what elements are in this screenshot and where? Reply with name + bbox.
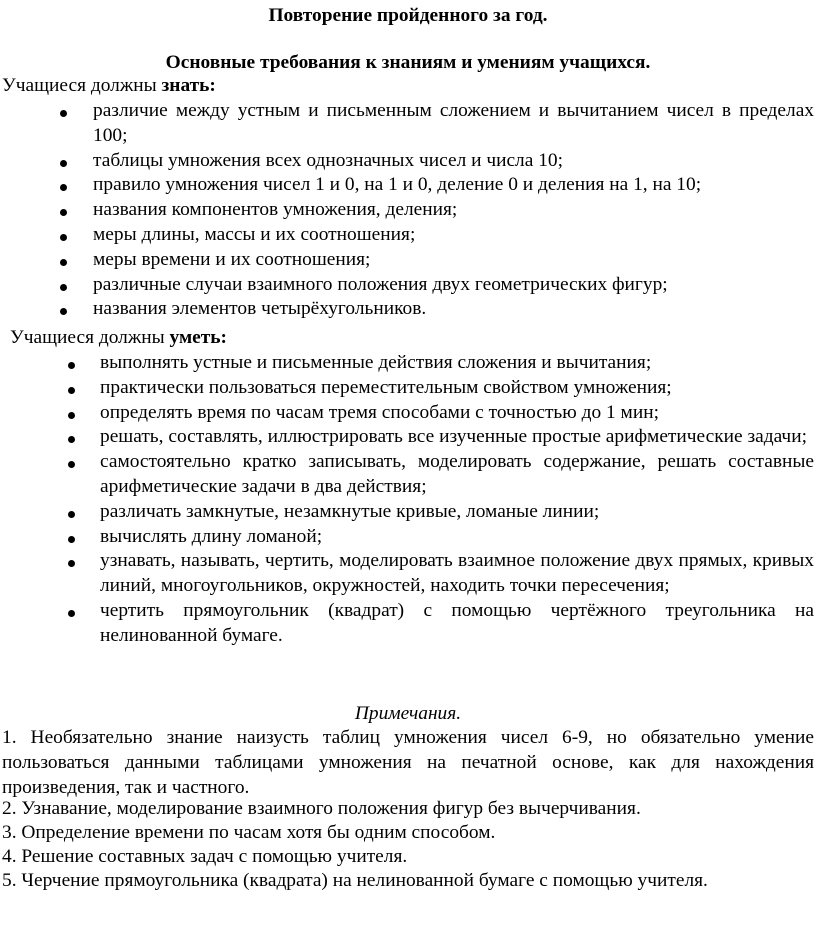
know-keyword: знать: [161,75,216,96]
document-subtitle: Основные требования к знаниям и умениям учащихся. [165,52,651,73]
bullet-icon [68,412,75,419]
list-item-text: узнавать, называть, чертить, моделировать взаимное положение двух прямых, кривых линий, многоугольников, окружностей, находить точки пересечения; [100,550,814,597]
bullet-icon [68,560,75,567]
list-item-text: меры длины, массы и их соотношения; [93,223,416,245]
bullet-icon [60,284,67,291]
list-item-text: названия компонентов умножения, деления; [93,199,458,221]
list-item-text: таблицы умножения всех однозначных чисел и числа 10; [93,149,563,171]
list-item [93,198,814,223]
list-item-text: вычислять длину ломаной; [100,525,323,547]
list-item-text: различные случаи взаимного положения двух геометрических фигур; [93,273,668,295]
list-item [100,599,814,649]
list-item-text: названия элементов четырёхугольников. [93,298,427,320]
bullet-icon [60,308,67,315]
bullet-icon [60,184,67,191]
notes-title: Примечания. [354,703,462,724]
bullet-icon [60,160,67,167]
list-item [93,223,814,248]
skills-intro [10,326,227,351]
list-item [100,500,814,525]
bullet-icon [68,436,75,443]
bullet-icon [68,362,75,369]
bullet-icon [60,209,67,216]
list-item [100,425,814,450]
bullet-icon [68,387,75,394]
bullet-icon [68,610,75,617]
list-item [93,297,814,322]
list-item-text: правило умножения чисел 1 и 0, на 1 и 0, деление 0 и деления на 1, на 10; [93,174,702,196]
document-title: Повторение пройденного за год. [268,5,548,26]
bullet-icon [68,511,75,518]
skills-keyword: уметь: [169,327,227,348]
list-item-text: практически пользоваться переместительным свойством умножения; [100,376,672,398]
list-item [100,401,814,426]
list-item [100,450,814,500]
list-item [93,173,814,198]
list-item-text: самостоятельно кратко записывать, моделировать содержание, решать составные арифметические задачи в два действия; [100,451,814,497]
list-item [93,99,814,149]
list-item [100,549,814,599]
bullet-icon [68,536,75,543]
skills-list [100,351,814,649]
know-intro [2,74,216,99]
note-item: 1. Необязательно знание наизусть таблиц умножения чисел 6-9, но обязательно умение пользоваться данными таблицами умножения на печатной основе, как для нахождения произведения, так и частного. [2,727,814,798]
bullet-icon [68,461,75,468]
list-item [100,376,814,401]
skills-intro-text: Учащиеся должны [10,327,170,348]
note-item: 2. Узнавание, моделирование взаимного положения фигур без вычерчивания. [2,798,641,819]
list-item [100,525,814,550]
list-item-text: различать замкнутые, незамкнутые кривые, ломаные линии; [100,500,600,522]
bullet-icon [60,234,67,241]
list-item-text: выполнять устные и письменные действия сложения и вычитания; [100,352,652,373]
bullet-icon [60,110,67,117]
list-item-text: чертить прямоугольник (квадрат) с помощью чертёжного треугольника на нелинованной бумаге. [100,599,814,646]
know-list [93,99,814,322]
note-item: 4. Решение составных задач с помощью учителя. [2,846,408,867]
list-item [93,149,814,174]
note-item: 3. Определение времени по часам хотя бы одним способом. [2,822,496,843]
list-item [93,248,814,273]
list-item-text: различие между устным и письменным сложением и вычитанием чисел в пределах 100; [93,100,814,146]
list-item-text: определять время по часам тремя способами с точностью до 1 мин; [100,401,659,423]
list-item-text: решать, составлять, иллюстрировать все изученные простые арифметические задачи; [100,426,807,448]
list-item [93,273,814,298]
note-item: 5. Черчение прямоугольника (квадрата) на нелинованной бумаге с помощью учителя. [2,870,708,891]
know-intro-text: Учащиеся должны [2,75,162,96]
list-item [100,351,814,376]
bullet-icon [60,259,67,266]
list-item-text: меры времени и их соотношения; [93,248,371,270]
